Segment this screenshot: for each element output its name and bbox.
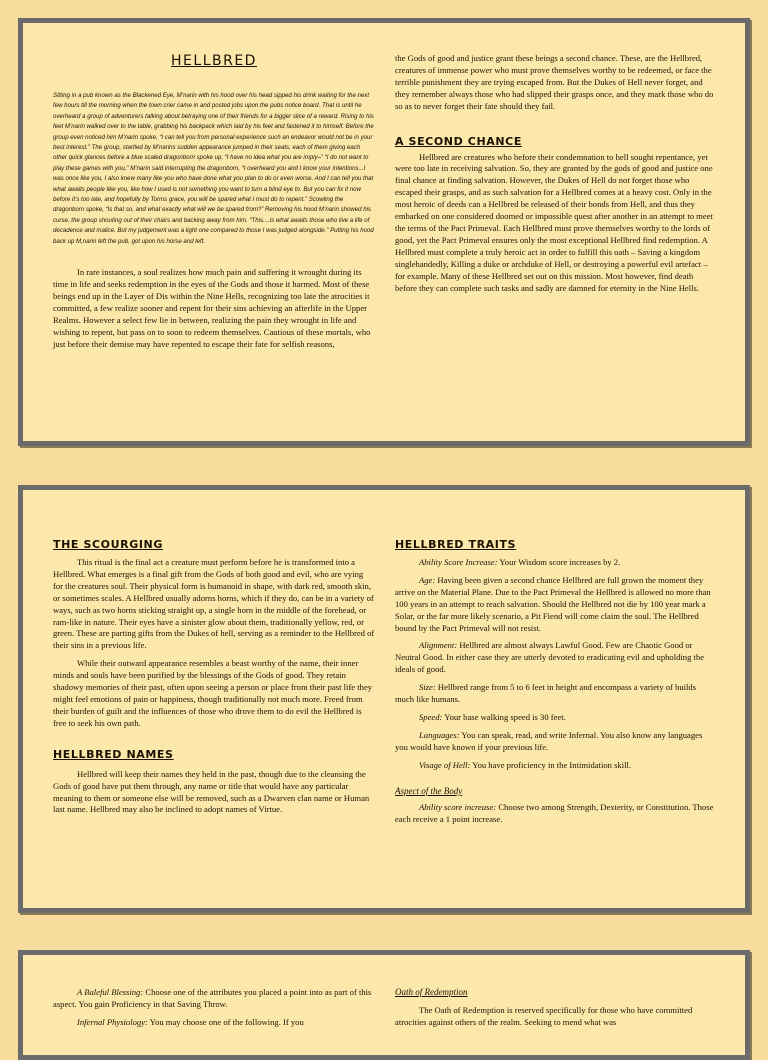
scourging-paragraph-1: This ritual is the final act a creature must perform before he is transformed into a Hellbred. What emerges is a final gift from the Gods of both good and evil, who are vying for the creatures soul. Their physical form is humanoid in shape, with dark red, smooth skin, or sometimes scales. A Hellbred usually adorns horns, which if they do, can be in a variety of ways, such as two horns sticking straight up, a single horn in the middle of the forehead, or ram-like in nature. Their eyes have a sinister glow about them, traditionally yellow, red, or green. These are parting gifts from the Dukes of hell, serving as a reminder to the Hellbred of their sins in a previous life. bbox=[53, 557, 375, 651]
flavor-text: Sitting in a pub known as the Blackened Eye, M’narin with his hood over his head sipped his drink waiting for the next few hours till the morning when the town crier came in and posted jobs upon the pubs notice board. That is until he overheard a group of adventurers talking about betraying one of their friends for a bigger slice of a reward. Rising to his feet M’narin walked over to the table, grabbing his backpack which laid by his feet and fastened it to himself. Before the group even noticed him M’narin spoke, “I can tell you from personal experience such an endeavor would not be in your best interest.” The group, startled by M’narins sudden appearance jumped in their seats, each of them giving each other quick glances before a blue scaled dragonborn spoke up, “I have no idea what you are imply–” “I do not want to play these games with you,” M’narin said interrupting the dragonborn, “I overheard you and I know your intentions...I was once like you, I also knew many like you who have done what you plan to do or even worse. And I can tell you that what awaits people like you, like how I used is not something you want to turn a blind eye to. But you can fix it now before it’s too late, and hopefully by Torms grace, you will be spared what I must do to repent.” Scowling the dragonborn spoke, “Is that so, and what exactly what will we be spared from?” Removing his hood M’narin showed his curse, the group shouting out of their chairs and backing away from him. “This....is what awaits those who live a life of decadence and malice. But my judgement was a light one compared to those I was judged alongside.” Putting his hood back up M,narin left the pub, got upon his horse and left. bbox=[53, 92, 374, 245]
page-1 bbox=[18, 18, 750, 446]
trait-label: Languages: bbox=[419, 729, 460, 740]
scourging-paragraph-2: While their outward appearance resembles a beast worthy of the name, their inner minds and souls have been purified by the blessings of the Gods of good. They retain shadowy memories of their past, often upon seeing a person or place from their past life they might feel emotions of pain or happiness, though traditionally not much more. Freed from their burden of guilt and the influences of those who drove them to do evil the Hellbred is free to seek his own path. bbox=[53, 658, 373, 728]
page-title: HELLBRED bbox=[171, 53, 257, 69]
aspect-heading: Aspect of the Body bbox=[395, 785, 463, 796]
trait-text: You can speak, read, and write Infernal. You also know any languages you would have known if your previous life. bbox=[395, 729, 703, 752]
page1-right-column bbox=[395, 53, 717, 294]
oath-heading: Oath of Redemption bbox=[395, 987, 468, 997]
oath-paragraph: The Oath of Redemption is reserved specifically for those who have committed atrocities against others of the realm. Seeking to mend what was bbox=[395, 1005, 693, 1027]
trait-age bbox=[395, 575, 717, 635]
trait-speed bbox=[395, 712, 717, 724]
baleful-text: Choose one of the attributes you placed a point into as part of this aspect. You gain Proficiency in that Saving Throw. bbox=[53, 987, 372, 1009]
infernal-label: Infernal Physiology: bbox=[77, 1016, 148, 1027]
baleful-blessing bbox=[53, 987, 375, 1011]
continued-paragraph: the Gods of good and justice grant these beings a second chance. These, are the Hellbred, creatures of immense power who must prove themselves worthy to be redeemed, or face the terrible punishment they are trying escaped from. But the Dukes of Hell never forget, and they remember always those who had slipped their grasps once, and they mark those who do so as to never forget their fate should they fail. bbox=[395, 53, 714, 111]
trait-text: Hellbred are almost always Lawful Good. Few are Chaotic Good or Neutral Good. In either case they are utterly devoted to eradicating evil and upholding the ideals of good. bbox=[395, 640, 705, 675]
aspect-label: Ability score increase: bbox=[419, 801, 497, 812]
trait-label: Size: bbox=[419, 682, 436, 693]
intro-paragraph: In rare instances, a soul realizes how much pain and suffering it wrought during its time in life and seeks redemption in the eyes of the Gods and those it harmed. Most of these beings end up in the Layer of Dis within the Nine Hells, recognizing too late the atrocities it committed, a few realize sooner and repent for their sins achieving an afterlife in the Upper Realms. However a select few lie in between, realizing the pain they wrought in life and wishing to repent, but pass on to soon to redeem themselves. Cautious of these mortals, who just before their demise may have repented to escape their fate for selfish reasons, bbox=[53, 267, 371, 349]
second-chance-paragraph: Hellbred are creatures who before their condemnation to hell sought repentance, yet were too late in receiving salvation. So, they are granted by the gods of good and justice one final chance at finding salvation. However, the Dukes of Hell do not forget those who escaped their grasps, and as such salvation for a Hellbred comes at a heavy cost. Only in the most heroic of deeds can a Hellbred be released of their bonds from Hell, and thus they embarked on one considered doomed or impossible quest after another in an attempt to meet the terms of the Pact Primeval. Each Hellbred must prove themselves worthy to the lords of good, yet the Pact Primeval ensures only the most exceptional Hellbred find redemption. A Hellbred must complete a truly heroic act in order to fulfill this oath – Saving a kingdom singlehandedly, Killing a duke or archduke of Hell, or destroying a powerful evil artefact – for example. Many of these Hellbred set out on this mission. Most however, find death before they can complete such tasks and sadly are damned for eternity in the Nine Hells. bbox=[395, 151, 713, 293]
aspect-text: Choose two among Strength, Dexterity, or Constitution. Those each receive a 1 point increase. bbox=[395, 801, 714, 824]
trait-label: Speed: bbox=[419, 711, 443, 722]
names-paragraph: Hellbred will keep their names they held in the past, though due to the cleansing the Gods of good have put them through, any name or title that would have any particular meaning to them or someone else will be removed, such as a Dwarven clan name or Human last name. Hellbred may also be inclined to adopt names of Virtue. bbox=[53, 768, 370, 815]
trait-size bbox=[395, 682, 717, 706]
infernal-text: You may choose one of the following. If you bbox=[147, 1016, 304, 1027]
trait-label: Visage of Hell: bbox=[419, 759, 471, 770]
trait-text: Hellbred range from 5 to 6 feet in height and encompass a variety of builds much like humans. bbox=[395, 682, 697, 705]
traits-heading: HELLBRED TRAITS bbox=[395, 538, 517, 551]
scourging-heading: THE SCOURGING bbox=[53, 538, 163, 551]
aspect-ability-score bbox=[395, 802, 717, 826]
traits-list bbox=[395, 557, 717, 772]
trait-ability-score bbox=[395, 557, 717, 569]
trait-text: Your Wisdom score increases by 2. bbox=[497, 557, 621, 567]
trait-alignment bbox=[395, 640, 717, 676]
page2-right-column bbox=[395, 538, 717, 831]
trait-label: Ability Score Increase: bbox=[419, 557, 498, 567]
names-heading: HELLBRED NAMES bbox=[53, 747, 174, 761]
trait-text: Having been given a second chance Hellbred are full grown the moment they arrive on the Material Plane. Due to the Pact Primeval the Hellbred is allowed no more than 100 years in an attempt to reach salvation. Should the Hellbred not die by 100 year mark a Solar, or the far more likely scenario, a Pit Fiend will come claim the soul. The Hellbred bound by the Pact Primeval will not resist. bbox=[395, 574, 711, 633]
page1-left-column bbox=[53, 53, 375, 350]
second-chance-heading: A SECOND CHANCE bbox=[395, 134, 522, 148]
baleful-label: A Baleful Blessing: bbox=[77, 987, 144, 997]
trait-label: Age: bbox=[419, 574, 436, 585]
trait-label: Alignment: bbox=[419, 640, 458, 651]
trait-visage bbox=[395, 760, 717, 772]
trait-languages bbox=[395, 730, 717, 754]
infernal-physiology bbox=[53, 1017, 375, 1029]
page3-right-column bbox=[395, 987, 717, 1029]
trait-text: You have proficiency in the Intimidation skill. bbox=[470, 759, 632, 770]
page-2 bbox=[18, 485, 750, 913]
trait-text: Your base walking speed is 30 feet. bbox=[442, 711, 566, 722]
page3-left-column bbox=[53, 987, 375, 1035]
page2-left-column bbox=[53, 538, 375, 816]
page-3 bbox=[18, 950, 750, 1060]
